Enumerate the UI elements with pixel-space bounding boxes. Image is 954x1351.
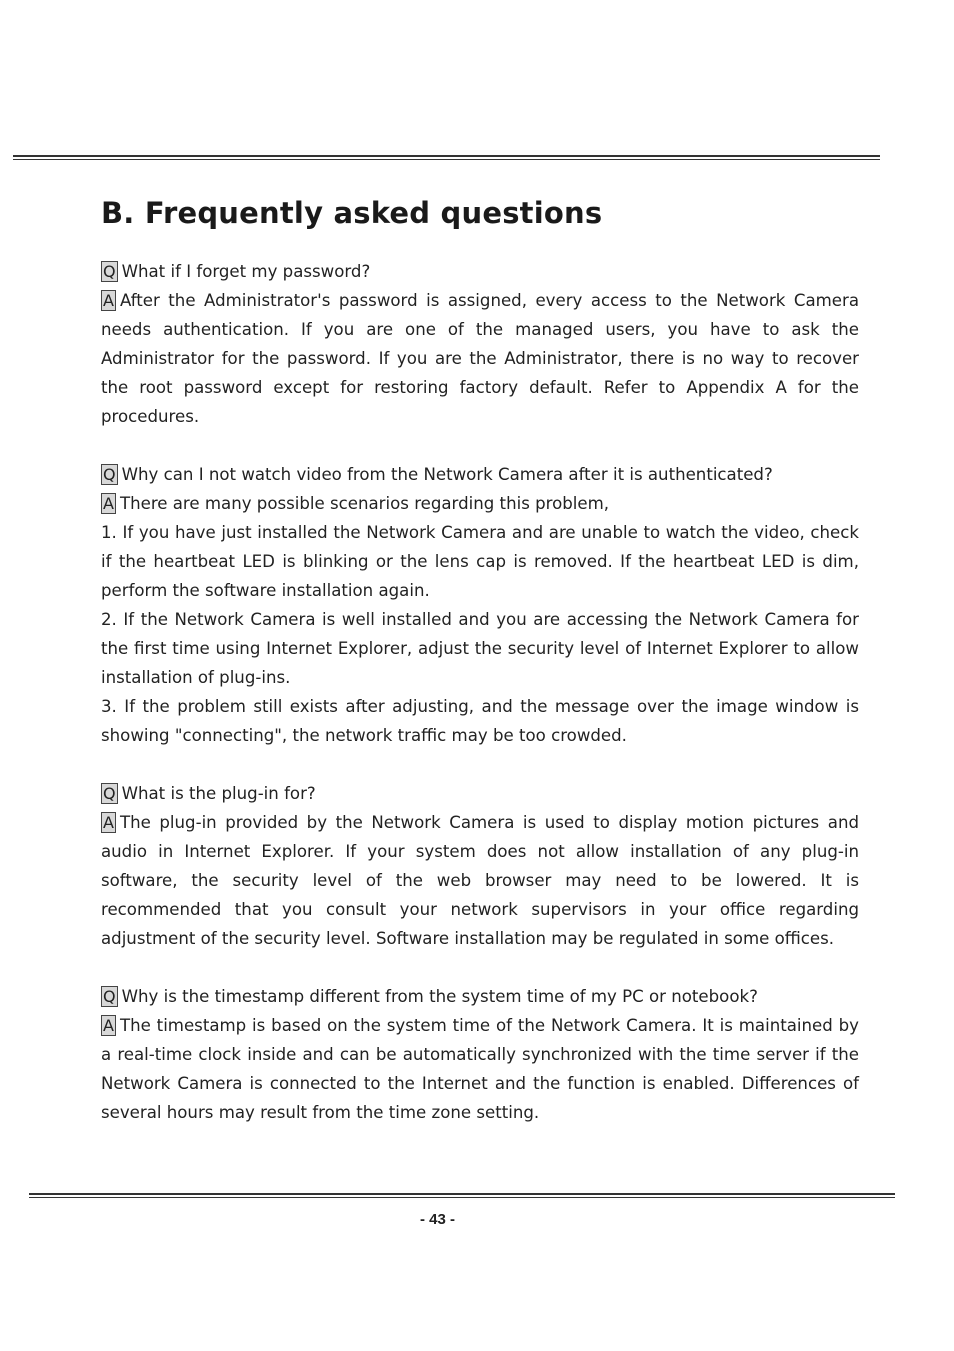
question-text: Why can I not watch video from the Network Camera after it is authenticated?: [121, 465, 773, 484]
answer-marker: A: [103, 291, 114, 310]
faq-answer: [101, 286, 859, 431]
main-content: [101, 190, 859, 1156]
answer-text: After the Administrator's password is assigned, every access to the Network Camera needs authentication. If you are one of the managed users, you have to ask the Administrator for the password. If you are the Administrator, there is no way to recover the root password except for restoring factory default. Refer to Appendix A for the procedures.: [101, 291, 859, 426]
faq-entry: [101, 779, 859, 953]
answer-marker: A: [103, 813, 114, 832]
faq-answer: [101, 808, 859, 953]
answer-list-item: 1. If you have just installed the Network Camera and are unable to watch the video, check if the heartbeat LED is blinking or the lens cap is removed. If the heartbeat LED is dim, perform the software installation again.: [101, 523, 859, 600]
faq-answer: [101, 489, 859, 518]
faq-question: [101, 982, 859, 1011]
question-marker: Q: [103, 784, 116, 803]
question-marker: Q: [103, 987, 116, 1006]
answer-list-item: 3. If the problem still exists after adjusting, and the message over the image window is showing "connecting", the network traffic may be too crowded.: [101, 697, 859, 745]
question-marker: Q: [103, 262, 116, 281]
answer-list-item: 2. If the Network Camera is well installed and you are accessing the Network Camera for the first time using Internet Explorer, adjust the security level of Internet Explorer to allow installation of plug-ins.: [101, 610, 859, 687]
faq-entry: [101, 982, 859, 1127]
header-rule: [13, 155, 880, 160]
answer-text: The plug-in provided by the Network Camera is used to display motion pictures and audio in Internet Explorer. If your system does not allow installation of any plug-in software, the security level of the web browser may need to be lowered. It is recommended that you consult your network supervisors in your office regarding adjustment of the security level. Software installation may be regulated in some offices.: [101, 813, 859, 948]
question-text: Why is the timestamp different from the system time of my PC or notebook?: [121, 987, 758, 1006]
question-marker: Q: [103, 465, 116, 484]
answer-text: The timestamp is based on the system time of the Network Camera. It is maintained by a real-time clock inside and can be automatically synchronized with the time server if the Network Camera is connected to the Internet and the function is enabled. Differences of several hours may result from the time zone setting.: [101, 1016, 859, 1122]
faq-question: [101, 460, 859, 489]
footer-rule: [29, 1193, 895, 1198]
question-text: What if I forget my password?: [121, 262, 371, 281]
answer-marker: A: [103, 494, 114, 513]
faq-entry: [101, 257, 859, 431]
page-number: - 43 -: [419, 1211, 455, 1228]
faq-entry: [101, 460, 859, 750]
answer-marker: A: [103, 1016, 114, 1035]
faq-question: [101, 257, 859, 286]
answer-text: There are many possible scenarios regarding this problem,: [119, 494, 610, 513]
question-text: What is the plug-in for?: [121, 784, 316, 803]
faq-question: [101, 779, 859, 808]
faq-answer: [101, 1011, 859, 1127]
faq-list: [101, 257, 859, 1127]
page-title: B. Frequently asked questions: [101, 196, 603, 230]
